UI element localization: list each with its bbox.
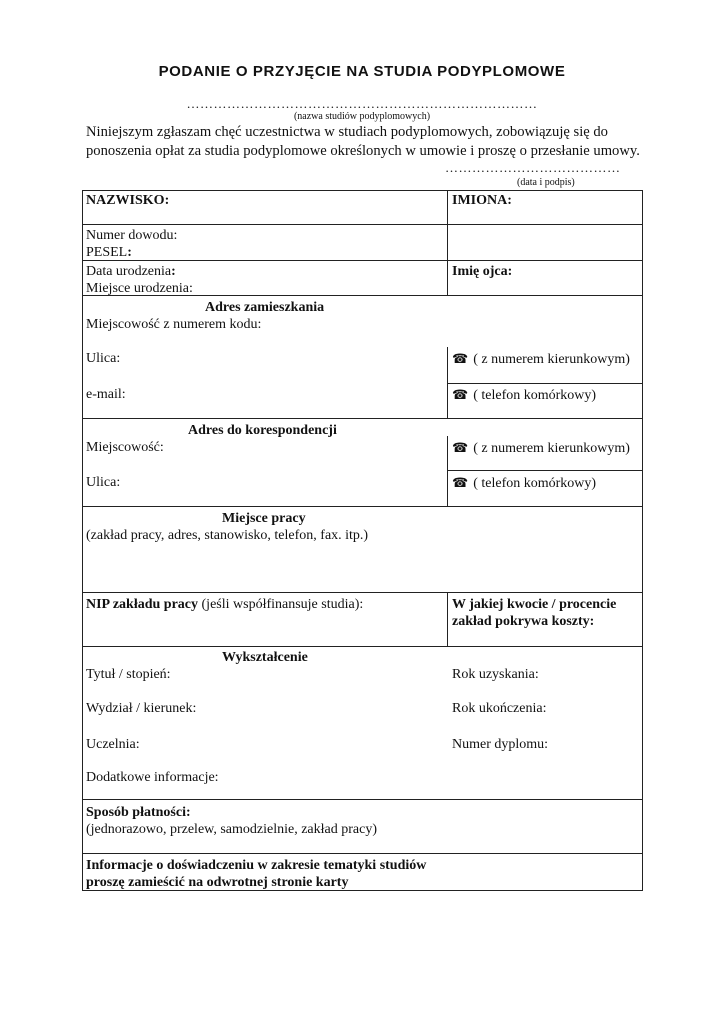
experience-info-note: Informacje o doświadczeniu w zakresie tematyki studiów proszę zamieścić na odwrotnej stronie karty xyxy=(86,858,427,890)
date-signature-caption: (data i podpis) xyxy=(517,177,575,188)
father-name-label: Imię ojca: xyxy=(452,264,513,279)
first-names-label: IMIONA: xyxy=(452,193,512,208)
date-signature-field[interactable]: ………………………………… xyxy=(445,160,621,175)
correspondence-landline-label: ☎ ( z numerem kierunkowym) xyxy=(452,440,630,456)
phone-icon: ☎ xyxy=(452,440,469,455)
workplace-heading: Miejsce pracy xyxy=(222,511,306,526)
university-label: Uczelnia: xyxy=(86,737,140,752)
id-number-label: Numer dowodu: xyxy=(86,228,178,243)
birth-place-label: Miejsce urodzenia: xyxy=(86,281,193,296)
intro-text: Niniejszym zgłaszam chęć uczestnictwa w studiach podyplomowych, zobowiązuję się do ponoszenia opłat za studia podyplomowe określonych w umowie i proszę o przesłanie umowy. xyxy=(86,124,640,159)
birth-date-label: Data urodzenia: xyxy=(86,264,176,279)
phone-icon: ☎ xyxy=(452,387,469,402)
correspondence-address-heading: Adres do korespondencji xyxy=(188,423,337,438)
correspondence-street-label: Ulica: xyxy=(86,475,121,490)
form-title: PODANIE O PRZYJĘCIE NA STUDIA PODYPLOMOWE xyxy=(158,63,566,80)
payment-method-hint: (jednorazowo, przelew, samodzielnie, zakład pracy) xyxy=(86,822,378,837)
pesel-label: PESEL: xyxy=(86,245,132,260)
studies-name-caption: (nazwa studiów podyplomowych) xyxy=(293,111,431,122)
additional-info-label: Dodatkowe informacje: xyxy=(86,770,219,785)
employer-coverage-label: W jakiej kwocie / procencie zakład pokrywa koszty: xyxy=(452,597,617,629)
diploma-number-label: Numer dyplomu: xyxy=(452,737,549,752)
correspondence-mobile-label: ☎ ( telefon komórkowy) xyxy=(452,475,597,491)
mobile-label: ☎ ( telefon komórkowy) xyxy=(452,387,597,403)
degree-label: Tytuł / stopień: xyxy=(86,667,171,682)
year-obtained-label: Rok uzyskania: xyxy=(452,667,539,682)
payment-method-label: Sposób płatności: xyxy=(86,805,191,820)
email-label: e-mail: xyxy=(86,387,126,402)
faculty-label: Wydział / kierunek: xyxy=(86,701,197,716)
city-postcode-label: Miejscowość z numerem kodu: xyxy=(86,317,262,332)
residence-address-heading: Adres zamieszkania xyxy=(205,300,325,315)
landline-label: ☎ ( z numerem kierunkowym) xyxy=(452,351,630,367)
surname-label: NAZWISKO: xyxy=(86,193,170,208)
nip-label: NIP zakładu pracy (jeśli współfinansuje studia): xyxy=(86,597,364,612)
workplace-hint: (zakład pracy, adres, stanowisko, telefon, fax. itp.) xyxy=(86,528,369,543)
phone-icon: ☎ xyxy=(452,351,469,366)
phone-icon: ☎ xyxy=(452,475,469,490)
year-completed-label: Rok ukończenia: xyxy=(452,701,547,716)
city-label: Miejscowość: xyxy=(86,440,164,455)
education-heading: Wykształcenie xyxy=(222,650,308,665)
street-label: Ulica: xyxy=(86,351,121,366)
studies-name-field[interactable]: …………………………………………………………………… xyxy=(186,96,538,111)
